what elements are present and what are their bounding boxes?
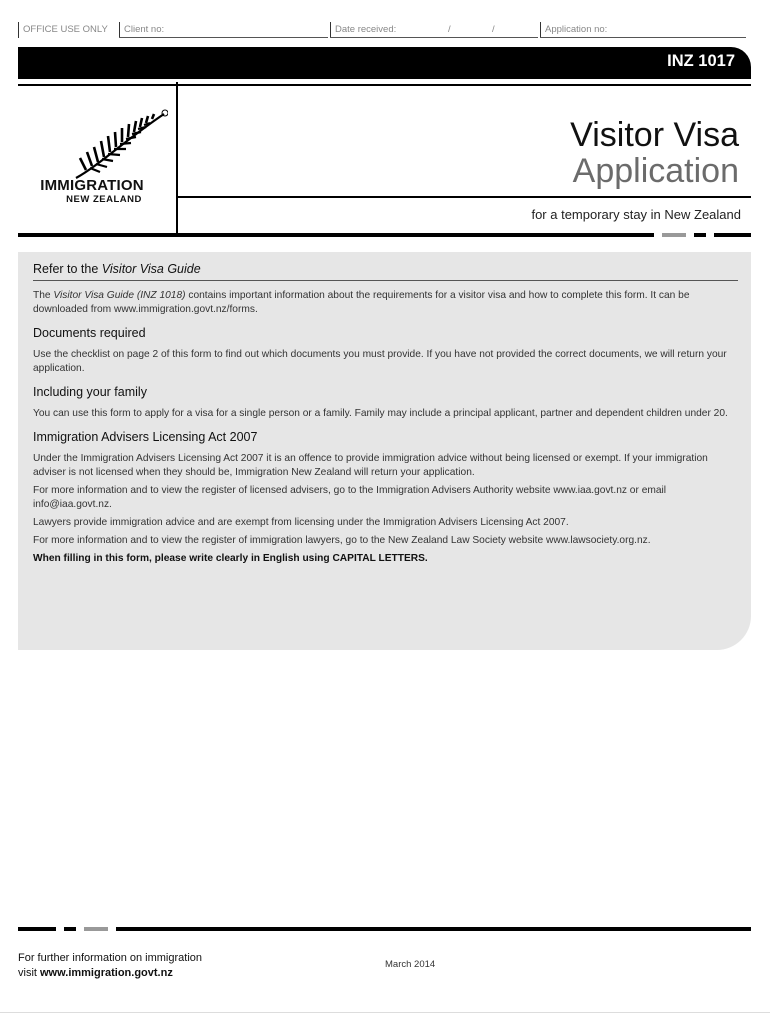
application-no-field[interactable] bbox=[540, 22, 745, 38]
logo-main-text: IMMIGRATION bbox=[40, 177, 144, 194]
intro-paragraph bbox=[33, 289, 738, 317]
date-received-field[interactable] bbox=[330, 22, 541, 38]
header-separator-black bbox=[18, 233, 654, 237]
footer-info-line: For further information on immigration bbox=[18, 952, 203, 964]
date-received-label: Date received: bbox=[335, 24, 397, 35]
header-separator-dash bbox=[694, 233, 706, 237]
footer-date: March 2014 bbox=[385, 959, 436, 970]
client-no-underline bbox=[119, 37, 328, 38]
logo-sub-text: NEW ZEALAND bbox=[66, 194, 142, 205]
page-bottom-rule bbox=[0, 1012, 770, 1013]
header-separator-end bbox=[714, 233, 751, 237]
advisers-heading: Immigration Advisers Licensing Act 2007 bbox=[33, 430, 258, 444]
advisers-paragraph-4: For more information and to view the register of immigration lawyers, go to the New Zealand Law Society website www.lawsociety.org.nz. bbox=[33, 535, 651, 546]
form-code-bar bbox=[18, 47, 751, 79]
refer-guide-name: Visitor Visa Guide bbox=[101, 262, 201, 276]
title-rule bbox=[178, 196, 751, 198]
header-top-rule bbox=[18, 84, 751, 86]
footer-info bbox=[18, 951, 202, 981]
footer-separator-black bbox=[116, 927, 751, 931]
family-paragraph: You can use this form to apply for a visa for a single person or a family. Family may include a principal applicant, partner and dependent children under 20. bbox=[33, 408, 728, 419]
office-use-only-label bbox=[18, 22, 108, 38]
footer-separator-grey bbox=[84, 927, 108, 931]
client-no-label: Client no: bbox=[124, 24, 165, 35]
refer-prefix: Refer to the bbox=[33, 262, 102, 276]
advisers-paragraph-3: Lawyers provide immigration advice and are exempt from licensing under the Immigration Advisers Licensing Act 2007. bbox=[33, 517, 569, 528]
advisers-paragraph-2: For more information and to view the register of licensed advisers, go to the Immigration Advisers Authority website www.iaa.govt.nz or email info@iaa.govt.nz. bbox=[33, 485, 667, 510]
office-use-strip bbox=[18, 22, 746, 38]
footer-separator-start bbox=[18, 927, 56, 931]
page-title: Visitor Visa bbox=[570, 116, 739, 154]
documents-heading: Documents required bbox=[33, 326, 146, 340]
intro-rest: contains important information about the requirements for a visitor visa and how to complete this form. It can be downloaded from www.immigration.govt.nz/forms. bbox=[33, 290, 690, 315]
refer-heading bbox=[33, 262, 738, 281]
capital-letters-note: When filling in this form, please write clearly in English using CAPITAL LETTERS. bbox=[33, 553, 428, 564]
family-heading: Including your family bbox=[33, 385, 147, 399]
intro-the: The bbox=[33, 290, 54, 301]
intro-guide-name: Visitor Visa Guide (INZ 1018) bbox=[53, 290, 186, 301]
page-subtitle: Application bbox=[572, 152, 739, 190]
date-slash-2: / bbox=[492, 24, 495, 35]
tagline: for a temporary stay in New Zealand bbox=[531, 207, 741, 222]
advisers-paragraph-1: Under the Immigration Advisers Licensing Act 2007 it is an offence to provide immigration advice without being licensed or exempt. If your immigration adviser is not licensed when they should be, Immigration New Zealand will return your application. bbox=[33, 453, 708, 478]
immigration-nz-logo bbox=[28, 108, 168, 204]
info-panel-content bbox=[33, 262, 738, 566]
footer-separator-dash bbox=[64, 927, 76, 931]
office-use-only-text: OFFICE USE ONLY bbox=[23, 24, 108, 35]
header-separator-grey bbox=[662, 233, 686, 237]
info-panel bbox=[18, 252, 751, 650]
silver-fern-icon bbox=[68, 108, 168, 180]
footer-visit: visit bbox=[18, 967, 40, 979]
footer-url-link[interactable]: www.immigration.govt.nz bbox=[40, 967, 173, 979]
date-received-underline bbox=[330, 37, 538, 38]
application-no-underline bbox=[540, 37, 746, 38]
date-slash-1: / bbox=[448, 24, 451, 35]
documents-paragraph: Use the checklist on page 2 of this form to find out which documents you must provide. If you have not provided the correct documents, we will return your application. bbox=[33, 349, 727, 374]
client-no-field[interactable] bbox=[119, 22, 329, 38]
application-no-label: Application no: bbox=[545, 24, 608, 35]
form-code: INZ 1017 bbox=[667, 52, 735, 70]
header-divider bbox=[176, 82, 178, 233]
